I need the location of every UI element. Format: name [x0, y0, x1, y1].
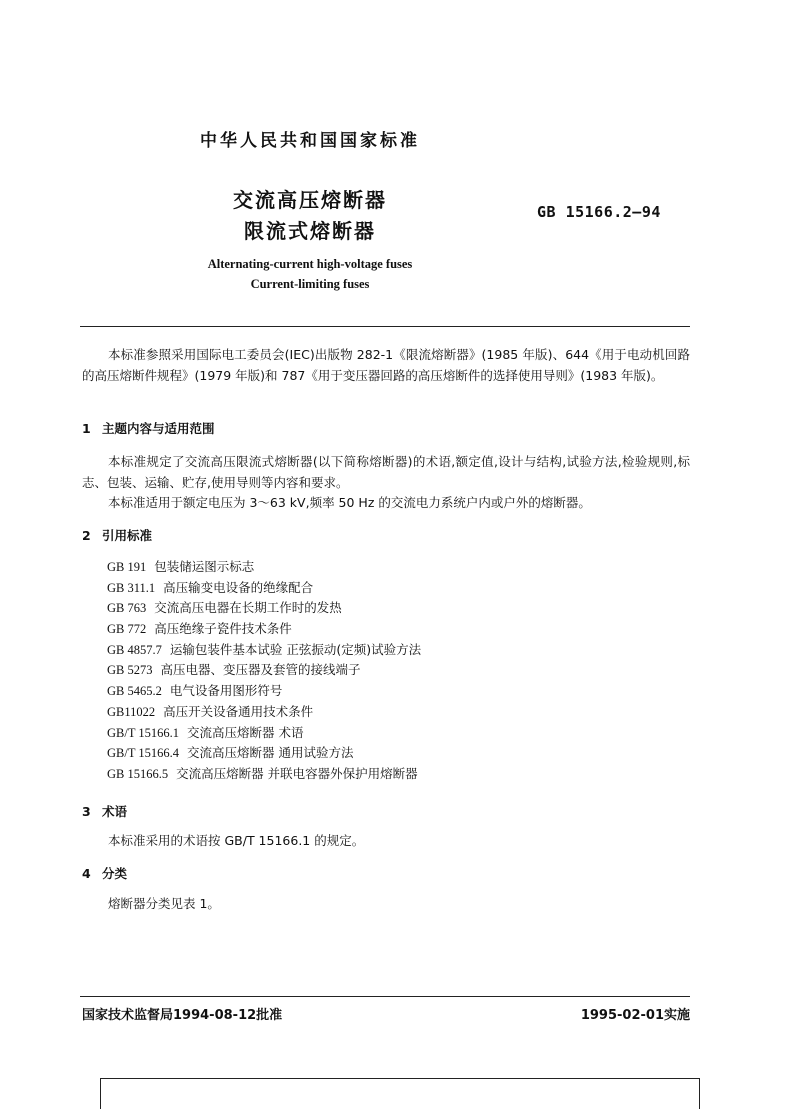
national-standard-heading: 中华人民共和国国家标准 [200, 131, 420, 151]
section-number: 1 [82, 421, 91, 436]
reference-code: GB 763 [107, 601, 147, 616]
reference-code: GB 5273 [107, 663, 153, 678]
section-title: 分类 [102, 866, 128, 881]
reference-code: GB 772 [107, 622, 147, 637]
reference-name: 高压开关设备通用技术条件 [163, 703, 314, 719]
section-1-heading [82, 419, 215, 437]
section-4-paragraph: 熔断器分类见表 1。 [108, 896, 220, 911]
reference-name: 运输包装件基本试验 正弦振动(定频)试验方法 [169, 641, 422, 657]
section-number: 4 [82, 866, 91, 881]
reference-name: 高压绝缘子瓷件技术条件 [154, 621, 292, 637]
section-title: 术语 [102, 804, 128, 819]
section-number: 3 [82, 804, 91, 819]
list-item [107, 681, 421, 702]
list-item [107, 598, 421, 619]
list-item [107, 702, 421, 723]
list-item [107, 723, 421, 744]
list-item [107, 743, 421, 764]
section-title: 引用标准 [102, 528, 153, 543]
section-1-paragraph-1: 本标准规定了交流高压限流式熔断器(以下简称熔断器)的术语,额定值,设计与结构,试验方法,检验规则,标志、包装、运输、贮存,使用导则等内容和要求。 [82, 454, 690, 490]
reference-code: GB 15166.5 [107, 766, 169, 781]
english-title-line2: Current-limiting fuses [250, 277, 370, 291]
approval-date: 国家技术监督局1994-08-12批准 [82, 1008, 283, 1023]
footer-divider [80, 996, 690, 997]
reference-code: GB 5465.2 [107, 684, 162, 699]
intro-paragraph: 本标准参照采用国际电工委员会(IEC)出版物 282-1《限流熔断器》(1985 年版)、644《用于电动机回路的高压熔断件规程》(1979 年版)和 787《用于变压器回路的高压熔断件的选择使用导则》(1983 年版)。 [82, 347, 690, 383]
list-item [107, 557, 421, 578]
list-item [107, 640, 421, 661]
reference-code: GB/T 15166.4 [107, 746, 179, 761]
reference-name: 高压电器、变压器及套管的接线端子 [160, 662, 361, 678]
list-item [107, 619, 421, 640]
list-item [107, 578, 421, 599]
reference-name: 交流高压熔断器 并联电容器外保护用熔断器 [176, 765, 418, 781]
list-item [107, 660, 421, 681]
section-2-heading [82, 526, 152, 544]
english-title-line1: Alternating-current high-voltage fuses [207, 257, 413, 271]
reference-code: GB 311.1 [107, 580, 156, 595]
reference-code: GB11022 [107, 704, 156, 719]
section-4-heading [82, 864, 127, 882]
reference-code: GB/T 15166.1 [107, 725, 179, 740]
reference-code: GB 4857.7 [107, 642, 162, 657]
reference-name: 交流高压熔断器 通用试验方法 [187, 745, 354, 761]
document-title-line1: 交流高压熔断器 [233, 188, 387, 212]
next-page-frame [100, 1078, 700, 1109]
reference-name: 高压输变电设备的绝缘配合 [163, 579, 314, 595]
implementation-date: 1995-02-01实施 [580, 1008, 690, 1023]
referenced-standards-list [107, 557, 421, 785]
reference-name: 包装储运图示标志 [154, 559, 255, 574]
section-3-paragraph: 本标准采用的术语按 GB/T 15166.1 的规定。 [108, 833, 365, 848]
section-3-heading [82, 802, 127, 820]
list-item [107, 764, 421, 785]
reference-name: 交流高压熔断器 术语 [187, 724, 304, 740]
header-divider [80, 326, 690, 327]
reference-name: 电气设备用图形符号 [169, 683, 283, 699]
document-title-line2: 限流式熔断器 [244, 219, 376, 243]
reference-code: GB 191 [107, 560, 147, 574]
section-title: 主题内容与适用范围 [102, 421, 215, 436]
standard-number: GB 15166.2—94 [537, 203, 661, 221]
reference-name: 交流高压电器在长期工作时的发热 [154, 600, 342, 616]
section-number: 2 [82, 528, 91, 543]
section-1-paragraph-2: 本标准适用于额定电压为 3～63 kV,频率 50 Hz 的交流电力系统户内或户外的熔断器。 [108, 495, 591, 510]
